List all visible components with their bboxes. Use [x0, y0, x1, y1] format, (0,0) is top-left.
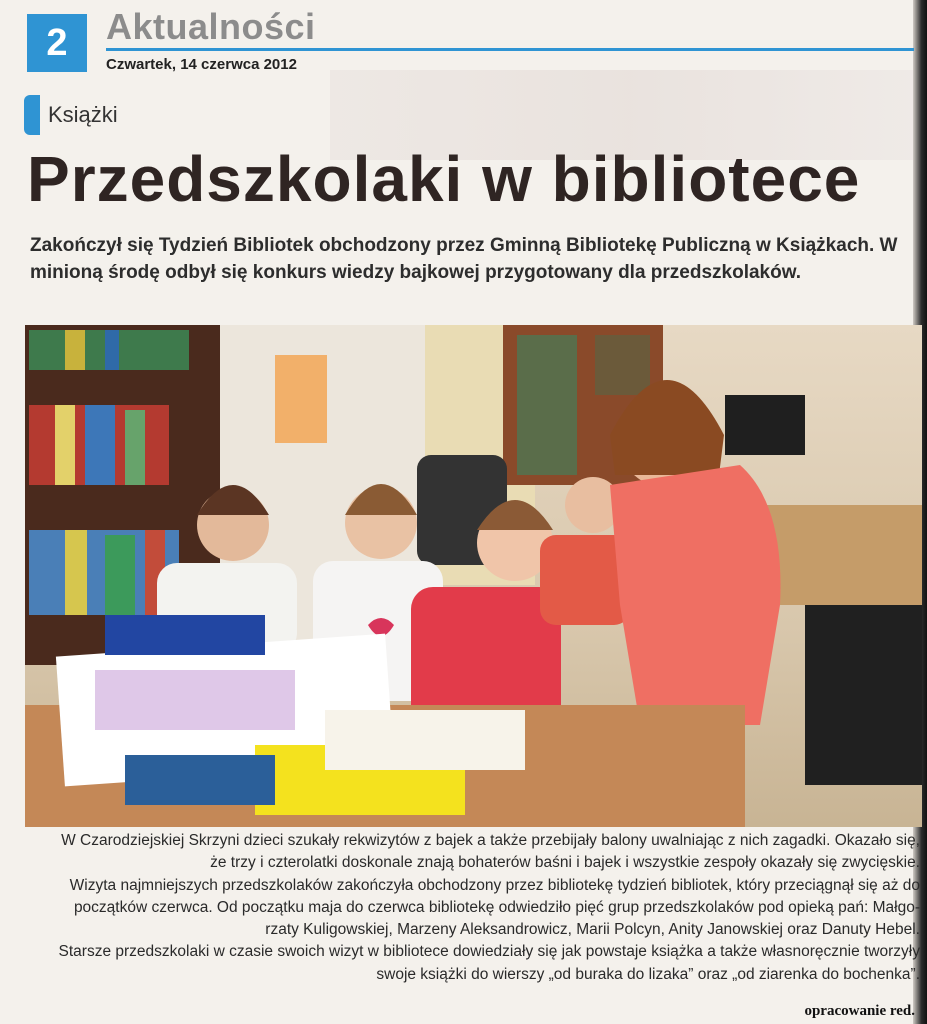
page-number-badge: 2: [27, 14, 87, 72]
author-credit: opracowanie red.: [804, 1003, 915, 1019]
category-tag: [24, 95, 118, 135]
article-headline: Przedszkolaki w bibliotece: [27, 143, 861, 215]
caption-line: Wizyta najmniejszych przedszkolaków zakończyła obchodzony przez bibliotekę tydzień bibliotek, który przeciągnął się aż do: [69, 876, 920, 894]
section-title: Aktualności: [106, 6, 316, 47]
header-rule: [106, 48, 914, 51]
caption-line: Starsze przedszkolaki w czasie swoich wizyt w bibliotece dowiedziały się jak powstaje książka a także własnoręcznie tworzyły: [58, 943, 920, 961]
caption-line: W Czarodziejskiej Skrzyni dzieci szukały rekwizytów z bajek a także przebijały balony uwalniając z nich zagadki. Okazało się,: [61, 832, 920, 849]
caption-line: rzaty Kuligowskiej, Marzeny Aleksandrowicz, Marii Polcyn, Anity Janowskiej oraz Danuty Hebel.: [265, 921, 920, 939]
caption-line: swoje książki do wierszy „od buraka do lizaka” oraz „od ziarenka do bochenka”.: [376, 965, 920, 983]
category-label: Książki: [48, 102, 118, 127]
caption-line: że trzy i czterolatki doskonale znają bohaterów baśni i bajek i wszystkie zespoły okazały się zwycięskie.: [210, 854, 920, 872]
photo-caption: [30, 830, 920, 986]
article-lead: Zakończył się Tydzień Bibliotek obchodzony przez Gminną Bibliotekę Publiczną w Książkach. W minioną środę odbył się konkurs wiedzy bajkowej przygotowany dla przedszkolaków.: [30, 235, 898, 283]
category-marker: [24, 95, 40, 135]
article-photo: [25, 325, 922, 827]
library-scene-illustration: [25, 325, 922, 827]
caption-line: początków czerwca. Od początku maja do czerwca bibliotekę odwiedziło pięć grup przedszkolaków pod opieką pań: Małgo-: [73, 898, 920, 916]
issue-date: Czwartek, 14 czerwca 2012: [106, 56, 297, 73]
